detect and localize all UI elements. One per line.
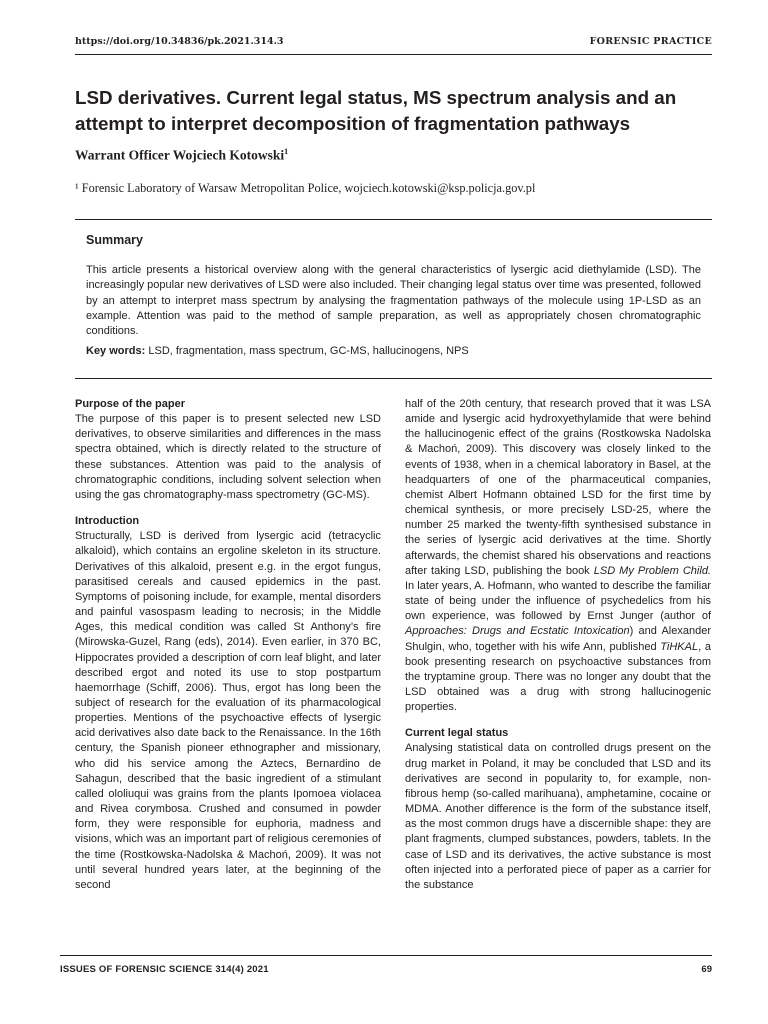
article-title: LSD derivatives. Current legal status, MS spectrum analysis and an attempt to interpret decomposition of fragmentation pathways — [75, 87, 677, 134]
history-text-part-4: , a book presenting research on psychoactive substances from the tryptamine group. There was no longer any doubt that the LSD obtained was a drug with strong hallucinogenic properties. — [405, 640, 711, 714]
keywords-label: Key words: — [86, 345, 146, 357]
summary-heading: Summary — [86, 233, 143, 247]
summary-box — [75, 219, 712, 379]
introduction-paragraph: Structurally, LSD is derived from lysergic acid (tetracyclic alkaloid), which contains an ergoline skeleton in its structure. Derivatives of this alkaloid, present e.g. in the ergot fungus, parasitised cereals and caused epidemics in the past. Symptoms of poisoning include, for example, mental disorders and painful vasospasm leading to necrosis; in the Middle Ages, this medical condition was called St Anthony’s fire (Mirowska-Guzel, Rang (eds), 2014). Even earlier, in 370 BC, Hippocrates provided a description of corn leaf blight, and later described ergot and noted its use to stop postpartum haemorrhage (Schiff, 2006). Thus, ergot has long been the subject of research for the evaluation of its pharmacological properties. Mentions of the psychoactive effects of lysergic acid derivatives also date back to the Renaissance. In the 16th century, the Spanish pioneer ethnographer and missionary, who did his service among the Aztecs, Bernardino de Sahagun, described that the basic ingredient of a stimulant called ololiuqui was grains from the plants Ipomoea violacea and Rivea corymbosa. Crushed and consumed in powder form, they were responsible for euphoria, madness and visions, which was an important part of religious ceremonies of the time (Rostkowska-Nadolska & Machoń, 2009). It was not until several hundred years later, at the beginning of the second — [75, 530, 381, 891]
book-title-lsd-my-problem-child: LSD My Problem Child. — [593, 564, 711, 577]
history-text-part-2: In later years, A. Hofmann, who wanted to describe the familiar state of being under the influence of psychedelics from his own experience, was followed by Ernst Junger (author of — [405, 579, 711, 623]
author-line — [75, 147, 288, 164]
header-rule — [75, 54, 712, 55]
page-number: 69 — [701, 964, 712, 975]
introduction-heading: Introduction — [75, 515, 140, 528]
legal-status-heading: Current legal status — [405, 727, 509, 740]
body-column-left — [75, 397, 381, 904]
keywords-line — [86, 345, 701, 357]
author-affiliation: ¹ Forensic Laboratory of Warsaw Metropolitan Police, wojciech.kotowski@ksp.policja.gov.pl — [75, 181, 536, 195]
purpose-heading: Purpose of the paper — [75, 398, 186, 410]
keywords-list: LSD, fragmentation, mass spectrum, GC-MS, hallucinogens, NPS — [148, 345, 469, 357]
body-column-right — [405, 397, 711, 904]
purpose-paragraph: The purpose of this paper is to present selected new LSD derivatives, to observe similarities and differences in the mass spectra obtained, which is directly related to the structure of these substances. Attention was paid to the analysis of chromatographic conditions, including solvent selection when using the gas chromatography-mass spectrometry (GC-MS). — [75, 413, 381, 501]
author-affiliation-mark: 1 — [284, 147, 289, 156]
summary-text: This article presents a historical overview along with the general characteristics of lysergic acid diethylamide (LSD). The increasingly popular new derivatives of LSD were also included. Their changing legal status over time was presented, followed by an attempt to interpret mass spectrum by analysing the fragmentation pathways of the molecule using 1P-LSD as an example. Attention was paid to the method of sample preparation, as well as appropriately chosen chromatographic conditions. — [86, 264, 701, 338]
footer-rule — [60, 955, 712, 956]
footer-journal: ISSUES OF FORENSIC SCIENCE 314(4) 2021 — [60, 964, 269, 975]
history-paragraph — [405, 397, 711, 715]
book-title-approaches: Approaches: Drugs and Ecstatic Intoxication — [405, 625, 630, 638]
book-title-tihkal: TiHKAL — [660, 640, 699, 653]
history-text-part-3: ) and Alexander Shulgin, who, together with his wife Ann, published — [405, 625, 711, 653]
history-text-part-1: half of the 20th century, that research proved that it was LSA amide and lysergic acid hydroxyethylamide that were behind the hallucinogenic effect of the grains (Rostkowska Nadolska & Machoń, 2009). This discovery was closely linked to the events of 1938, when in a chemical laboratory in Basel, at the headquarters of one of the pharmaceutical companies, chemist Albert Hofmann obtained LSD for the first time by chemical synthesis, or more precisely LSD-25, where the number 25 marked the twenty-fifth synthesised substance in the series of lysergic acid derivatives at the time. Shortly afterwards, the chemist shared his observations and reactions after taking LSD, publishing the book — [405, 398, 711, 577]
doi-link[interactable]: https://doi.org/10.34836/pk.2021.314.3 — [75, 36, 284, 47]
author-name: Warrant Officer Wojciech Kotowski — [75, 147, 285, 163]
legal-status-paragraph: Analysing statistical data on controlled drugs present on the drug market in Poland, it may be concluded that LSD and its derivatives are second in popularity to, for example, non-fibrous hemp (so-called marihuana), amphetamine, cocaine or MDMA. Another difference is the form of the substance itself, as the most common drugs have a discernible shape: they are plant fragments, clumped substances, powders, tablets. In the case of LSD and its derivatives, the active substance is most often injected into a perforated piece of paper as a carrier for the substance — [405, 742, 711, 891]
section-label: FORENSIC PRACTICE — [589, 36, 712, 47]
